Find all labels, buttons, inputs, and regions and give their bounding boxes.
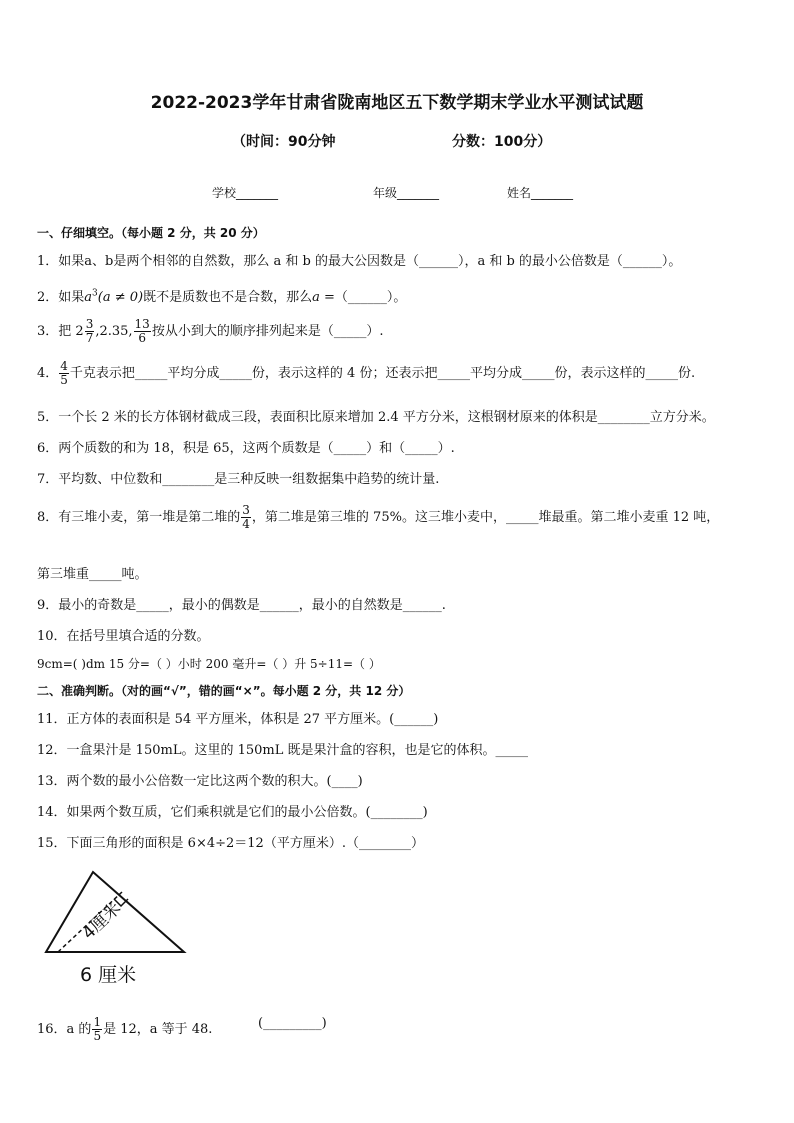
question-3 [37, 318, 383, 345]
section-1-heading: 一、仔细填空。（每小题 2 分，共 20 分） [37, 226, 265, 240]
question-7: 7．平均数、中位数和________是三种反映一组数据集中趋势的统计量. [37, 472, 440, 487]
q2-math-eq: a = [312, 290, 335, 305]
q8-fraction: $\frac{3}{4}$ [242, 503, 250, 531]
q3-fraction-1: $\frac{3}{7}$ [85, 317, 94, 345]
q2-math-cond: (a ≠ 0) [97, 290, 144, 305]
q8-suffix: ，第二堆是第三堆的 75%。这三堆小麦中，_____堆最重。第二堆小麦重 12 吨， [251, 510, 720, 525]
question-13: 13．两个数的最小公倍数一定比这两个数的积大。(____) [37, 774, 363, 789]
question-12: 12．一盒果汁是 150mL。这里的 150mL 既是果汁盒的容积，也是它的体积。_____ [37, 743, 528, 758]
question-8 [37, 504, 719, 531]
triangle-base-label: 6 厘米 [80, 964, 137, 986]
exam-time: （时间：90分钟 [232, 134, 336, 150]
exam-score: 分数：100分） [452, 134, 552, 150]
school-field[interactable]: 学校_______ [212, 186, 279, 200]
name-field[interactable]: 姓名_______ [507, 186, 574, 200]
question-14: 14．如果两个数互质，它们乘积就是它们的最小公倍数。(________) [37, 805, 428, 820]
q2-math-base: a [84, 290, 93, 305]
q2-suffix: （______）。 [334, 290, 407, 305]
q4-fraction: $\frac{4}{5}$ [60, 359, 68, 387]
page-title: 2022-2023学年甘肃省陇南地区五下数学期末学业水平测试试题 [150, 93, 644, 113]
question-10-items: 9cm=( )dm 15 分=（ ）小时 200 毫升=（ ）升 5÷11=（ ） [37, 657, 381, 671]
q8-prefix: 8．有三堆小麦，第一堆是第二堆的 [37, 510, 241, 525]
q3-mid: ,2.35, [95, 324, 133, 339]
q4-prefix: 4． [37, 366, 59, 381]
question-5: 5．一个长 2 米的长方体钢材截成三段，表面积比原来增加 2.4 平方分米，这根钢材原来的体积是________立方分米。 [37, 410, 715, 425]
triangle-figure [40, 864, 200, 994]
q2-prefix: 2．如果 [37, 290, 85, 305]
question-8-line-2: 第三堆重_____吨。 [37, 567, 148, 582]
question-16-blank[interactable]: (_________) [258, 1016, 327, 1031]
q2-middle: 既不是质数也不是合数，那么 [143, 290, 313, 305]
q4-suffix: 千克表示把_____平均分成_____份，表示这样的 4 份；还表示把_____平均分成_____份，表示这样的_____份. [69, 366, 696, 381]
question-1: 1．如果a、b是两个相邻的自然数，那么 a 和 b 的最大公因数是（______），a 和 b 的最小公倍数是（______）。 [37, 254, 682, 269]
question-9: 9．最小的奇数是_____，最小的偶数是______，最小的自然数是______. [37, 598, 446, 613]
question-2 [37, 286, 406, 305]
question-15: 15．下面三角形的面积是 6×4÷2＝12（平方厘米）.（________） [37, 836, 424, 851]
question-11: 11．正方体的表面积是 54 平方厘米，体积是 27 平方厘米。(______) [37, 712, 439, 727]
q3-prefix: 3．把 2 [37, 324, 84, 339]
question-16 [37, 1016, 212, 1043]
q16-suffix: 是 12，a 等于 48. [103, 1022, 213, 1037]
question-4 [37, 360, 695, 387]
section-2-heading: 二、准确判断。（对的画“√”，错的画“×”。每小题 2 分，共 12 分） [37, 684, 411, 698]
question-10: 10．在括号里填合适的分数。 [37, 629, 210, 644]
question-6: 6．两个质数的和为 18，积是 65，这两个质数是（_____）和（_____）. [37, 441, 455, 456]
q3-fraction-2: $\frac{13}{6}$ [134, 317, 150, 345]
q2-math-sup: 3 [92, 288, 98, 299]
q16-fraction: $\frac{1}{5}$ [93, 1015, 102, 1043]
q3-suffix: 按从小到大的顺序排列起来是（_____）. [151, 324, 384, 339]
grade-field[interactable]: 年级_______ [373, 186, 440, 200]
triangle-height-label: 4厘米 [78, 898, 126, 944]
q16-prefix: 16．a 的 [37, 1022, 92, 1037]
